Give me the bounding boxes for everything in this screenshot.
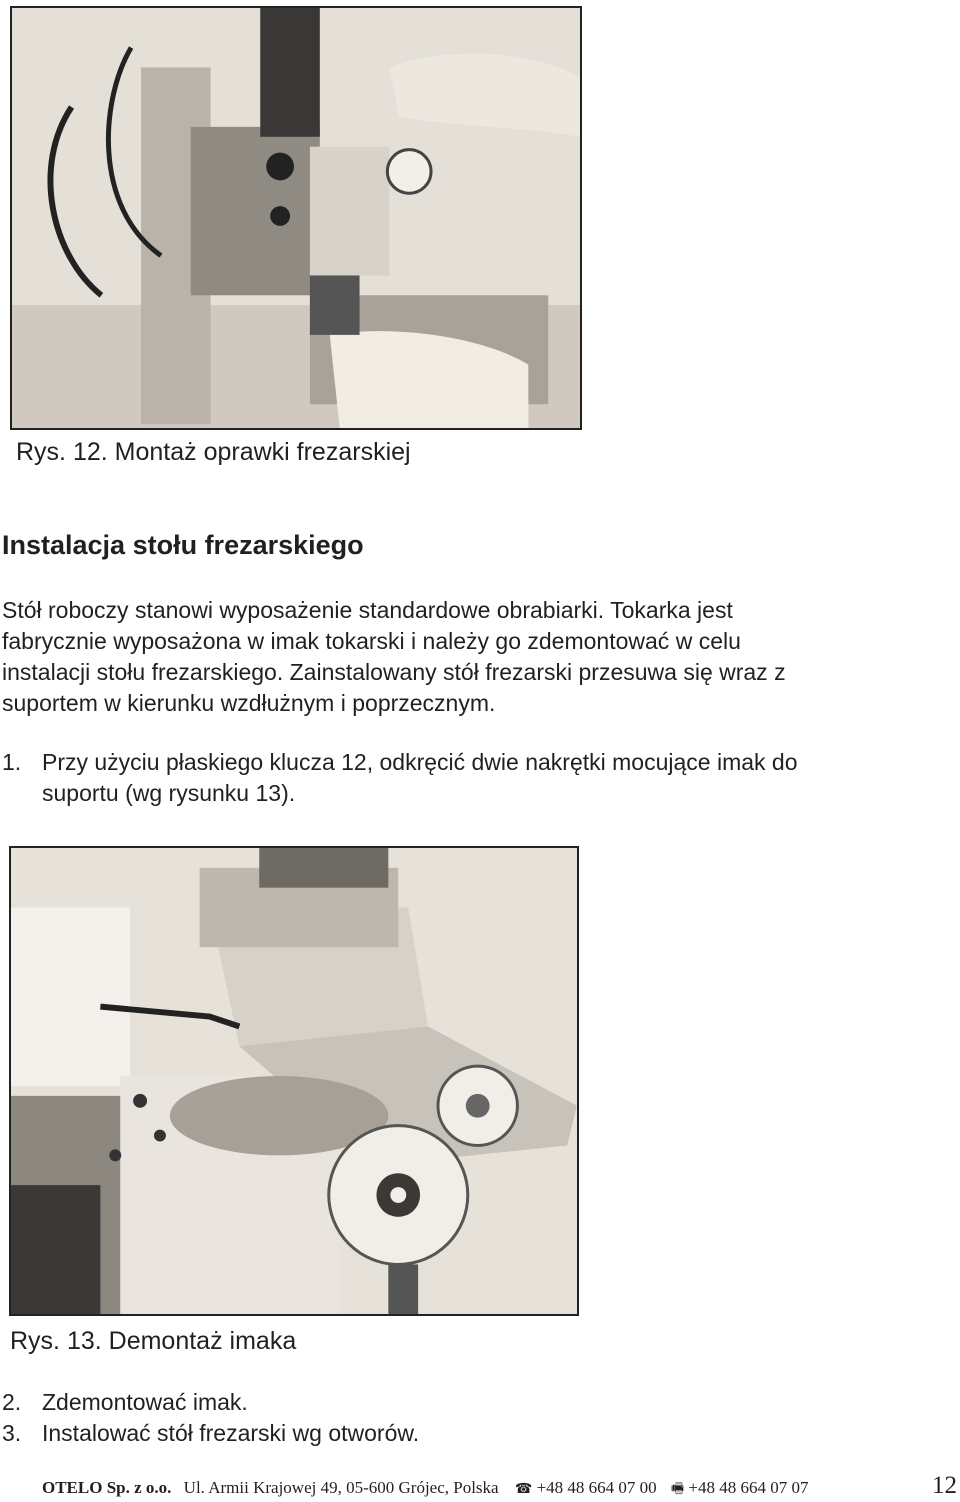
footer-phone: +48 48 664 07 00 (536, 1478, 657, 1497)
step-text-line: suportu (wg rysunku 13). (42, 780, 296, 806)
figure-12-caption: Rys. 12. Montaż oprawki frezarskiej (16, 438, 411, 466)
footer (42, 1478, 912, 1502)
figure-13-photo (9, 846, 579, 1316)
step-text: Instalować stół frezarski wg otworów. (42, 1420, 420, 1446)
step-text: Zdemontować imak. (42, 1389, 248, 1415)
step-text-line: Przy użyciu płaskiego klucza 12, odkręcić dwie nakrętki mocujące imak do (42, 749, 798, 775)
paragraph-line: suportem w kierunku wzdłużnym i poprzecznym. (2, 690, 496, 716)
fax-icon: 🖷 (670, 1481, 685, 1497)
step-number: 1. (2, 749, 22, 775)
page-number: 12 (932, 1472, 957, 1499)
footer-fax: +48 48 664 07 07 (688, 1478, 809, 1497)
tool-post-illustration (11, 848, 577, 1314)
paragraph-line: fabrycznie wyposażona w imak tokarski i należy go zdemontować w celu (2, 628, 741, 654)
footer-address: Ul. Armii Krajowej 49, 05-600 Grójec, Polska (183, 1478, 499, 1497)
figure-12-photo (10, 6, 582, 430)
paragraph-line: instalacji stołu frezarskiego. Zainstalowany stół frezarski przesuwa się wraz z (2, 659, 786, 685)
footer-company: OTELO Sp. z o.o. (42, 1478, 172, 1497)
phone-icon: ☎ (514, 1481, 533, 1497)
step-number: 2. (2, 1389, 22, 1415)
figure-13-caption: Rys. 13. Demontaż imaka (10, 1327, 297, 1355)
step-number: 3. (2, 1420, 22, 1446)
section-heading: Instalacja stołu frezarskiego (2, 530, 364, 560)
paragraph-line: Stół roboczy stanowi wyposażenie standardowe obrabiarki. Tokarka jest (2, 597, 733, 623)
intro-paragraph (2, 595, 952, 719)
milling-head-illustration (12, 8, 580, 428)
